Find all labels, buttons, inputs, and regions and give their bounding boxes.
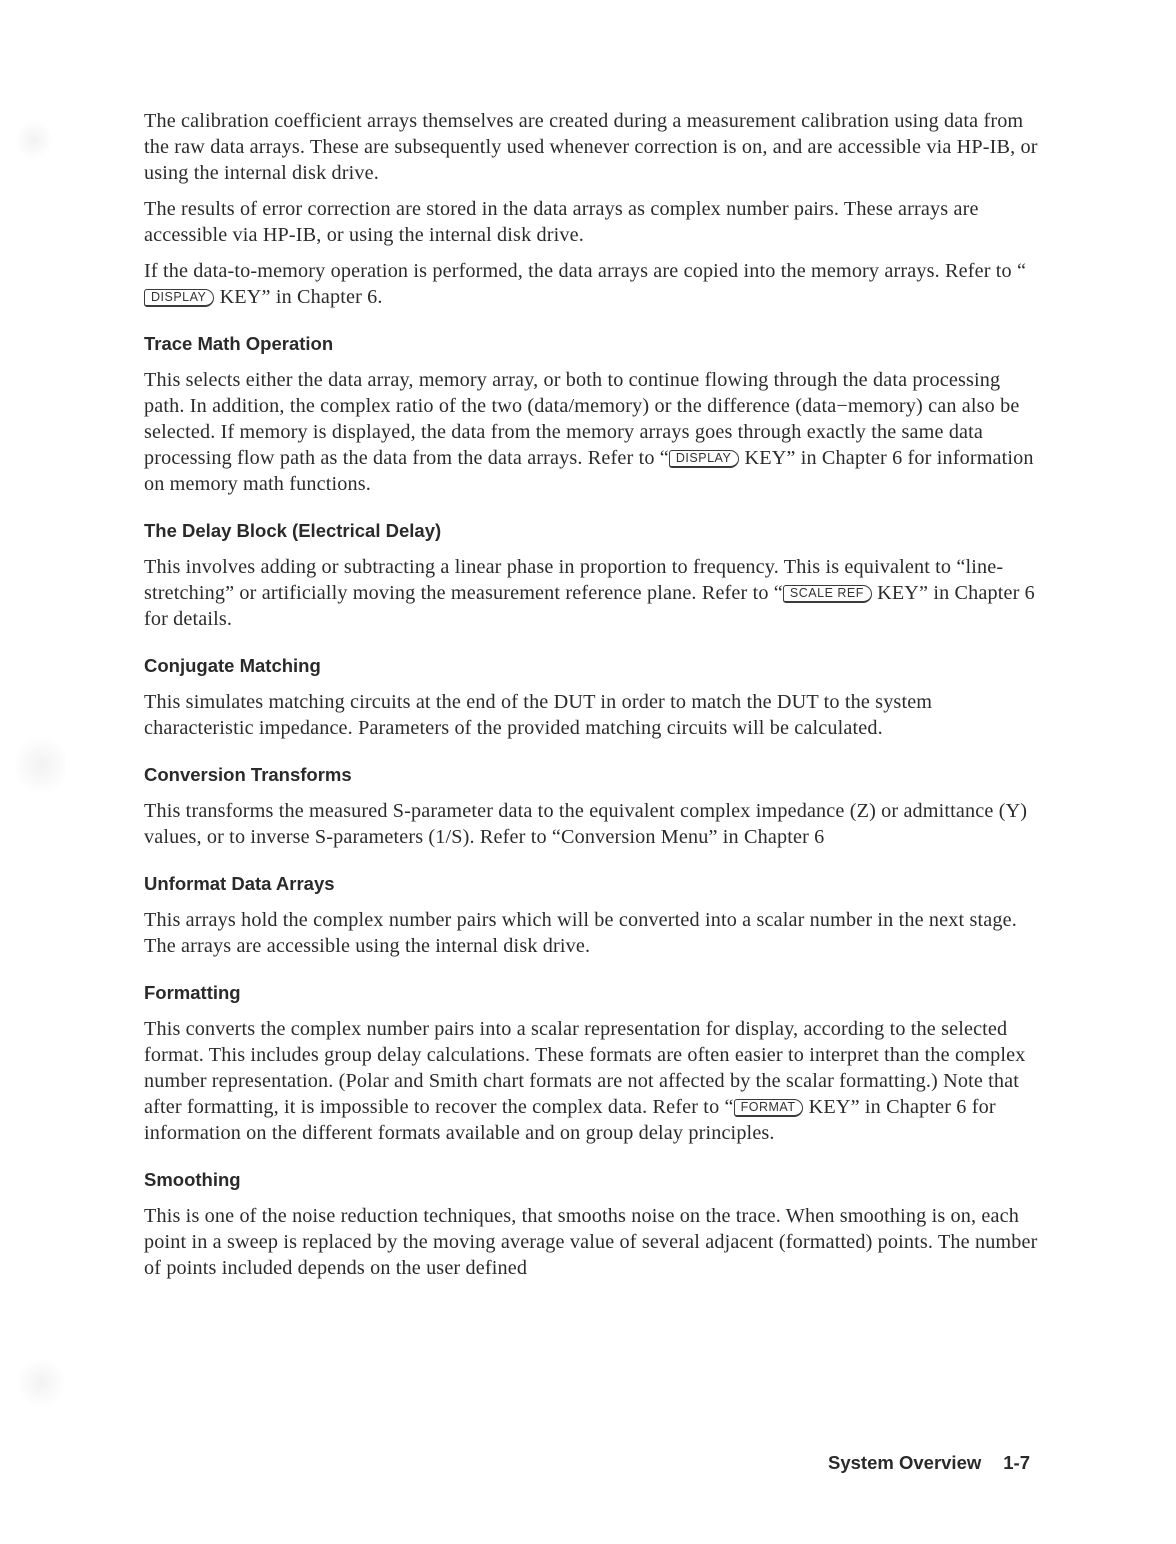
paragraph-conjugate-matching: This simulates matching circuits at the end of the DUT in order to match the DUT to the system characteristic impedance. Parameters of the provided matching circuits will be calculated. [144,691,933,739]
paragraph-formatting [144,1016,1042,1146]
paragraph-trace-math [144,367,1042,497]
text: KEY” in Chapter 6. [214,286,383,308]
paragraph-data-to-memory [144,258,1042,310]
text: KEY” in Chapter 6 for details. [144,582,1035,630]
heading-trace-math: Trace Math Operation [144,333,334,354]
page-footer [828,1452,1030,1474]
heading-delay-block: The Delay Block (Electrical Delay) [144,520,442,541]
heading-conjugate-matching: Conjugate Matching [144,655,321,676]
scan-smudge [18,1355,64,1411]
document-page [144,108,1042,1291]
paragraph-calibration-coefficients: The calibration coefficient arrays themselves are created during a measurement calibration using data from the raw data arrays. These are subsequently used whenever correction is on, and are accessible via HP-IB, or using the internal disk drive. [144,110,1038,184]
heading-unformat-data-arrays: Unformat Data Arrays [144,873,335,894]
heading-smoothing: Smoothing [144,1169,241,1190]
footer-section-title: System Overview [828,1452,982,1473]
paragraph-delay-block [144,554,1042,632]
format-key: FORMAT [734,1099,804,1117]
text: This involves adding or subtracting a linear phase in proportion to frequency. This is equivalent to “line-stretching” or artificially moving the measurement reference plane. Refer to “ [144,556,1004,604]
display-key: DISPLAY [669,450,739,468]
paragraph-conversion-transforms: This transforms the measured S-parameter data to the equivalent complex impedance (Z) or admittance (Y) values, or to inverse S-parameters (1/S). Refer to “Conversion Menu” in Chapter 6 [144,800,1028,848]
text: This converts the complex number pairs into a scalar representation for display, according to the selected format. This includes group delay calculations. These formats are often easier to interpret than the complex number representation. (Polar and Smith chart formats are not affected by the scalar formatting.) Note that after formatting, it is impossible to recover the complex data. Refer to “ [144,1018,1026,1118]
scan-smudge [14,120,54,160]
paragraph-error-correction: The results of error correction are stored in the data arrays as complex number pairs. These arrays are accessible via HP-IB, or using the internal disk drive. [144,198,979,246]
display-key: DISPLAY [144,289,214,307]
scan-smudge [16,730,66,800]
text: KEY” in Chapter 6 for information on the different formats available and on group delay principles. [144,1096,996,1144]
text: KEY” in Chapter 6 for information on memory math functions. [144,447,1034,495]
page-number: 1-7 [1003,1452,1030,1473]
heading-formatting: Formatting [144,982,241,1003]
scale-ref-key: SCALE REF [783,585,872,603]
heading-conversion-transforms: Conversion Transforms [144,764,352,785]
paragraph-unformat-data-arrays: This arrays hold the complex number pairs which will be converted into a scalar number in the next stage. The arrays are accessible using the internal disk drive. [144,909,1017,957]
text: If the data-to-memory operation is performed, the data arrays are copied into the memory arrays. Refer to “ [144,260,1027,282]
paragraph-smoothing: This is one of the noise reduction techniques, that smooths noise on the trace. When smoothing is on, each point in a sweep is replaced by the moving average value of several adjacent (formatted) points. The number of points included depends on the user defined [144,1205,1038,1279]
text: This selects either the data array, memory array, or both to continue flowing through the data processing path. In addition, the complex ratio of the two (data/memory) or the difference (data−memory) can also be selected. If memory is displayed, the data from the memory arrays goes through exactly the same data processing flow path as the data from the data arrays. Refer to “ [144,369,1020,469]
